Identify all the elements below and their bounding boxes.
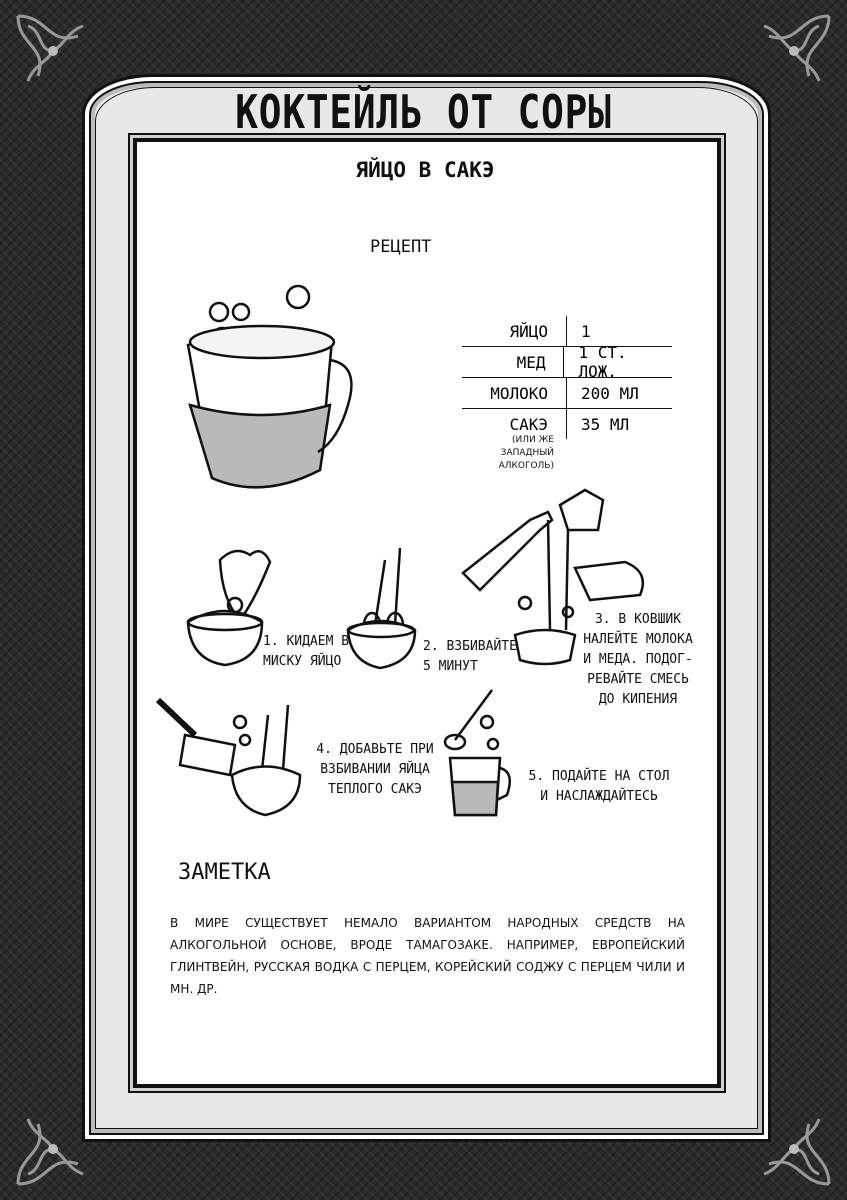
- ingredient-qty: 1: [581, 321, 591, 341]
- ingredient-note: (ИЛИ ЖЕ ЗАПАДНЫЙ АЛКОГОЛЬ): [498, 435, 554, 471]
- step-2: 2. ВЗБИВАЙТЕ 5 МИНУТ: [423, 639, 517, 674]
- step-1: 1. КИДАЕМ В МИСКУ ЯЙЦО: [263, 634, 350, 669]
- saucepan-bowl-icon: [158, 700, 300, 815]
- ingredient-qty: 1 СТ. ЛОЖ.: [578, 343, 627, 381]
- step-3: 3. В КОВШИК НАЛЕЙТЕ МОЛОКА И МЕДА. ПОДОГ-РЕВАЙТЕ СМЕСЬ ДО КИПЕНИЯ: [583, 612, 693, 707]
- note-text: В МИРЕ СУЩЕСТВУЕТ НЕМАЛО ВАРИАНТОМ НАРОДНЫХ СРЕДСТВ НА АЛКОГОЛЬНОЙ ОСНОВЕ, ВРОДЕ ТАМАГОЗАКЕ. НАПРИМЕР, ЕВРОПЕЙСКИЙ ГЛИНТВЕЙН, РУССКАЯ ВОДКА С ПЕРЦЕМ, КОРЕЙСКИЙ СОДЖУ С ПЕРЦЕМ ЧИЛИ И МН. ДР.: [170, 916, 685, 996]
- ingredient-name: САКЭ: [462, 409, 567, 439]
- mug-icon: [188, 286, 351, 487]
- step-5: 5. ПОДАЙТЕ НА СТОЛ И НАСЛАЖДАЙТЕСЬ: [528, 769, 670, 804]
- step-4: 4. ДОБАВЬТЕ ПРИ ВЗБИВАНИИ ЯЙЦА ТЕПЛОГО САКЭ: [316, 742, 434, 797]
- bowl-egg-icon: [188, 551, 270, 665]
- page-title: КОКТЕЙЛЬ ОТ СОРЫ: [235, 85, 612, 139]
- ingredient-qty: 200 МЛ: [581, 383, 639, 403]
- bowl-whisk-icon: [348, 548, 415, 668]
- ingredient-qty: 35 МЛ: [581, 414, 630, 434]
- ladle-glass-icon: [445, 690, 510, 815]
- ingredient-name: МОЛОКО: [462, 378, 567, 408]
- ingredient-name: МЕД: [462, 347, 564, 377]
- ingredient-row: [462, 343, 672, 381]
- recipe-label: РЕЦЕПТ: [370, 237, 432, 257]
- ingredient-row: [462, 378, 672, 409]
- recipe-name: ЯЙЦО В САКЭ: [355, 158, 495, 182]
- ingredients-table: [462, 316, 672, 439]
- note-title: ЗАМЕТКА: [178, 860, 271, 885]
- ingredient-name: ЯЙЦО: [462, 316, 567, 346]
